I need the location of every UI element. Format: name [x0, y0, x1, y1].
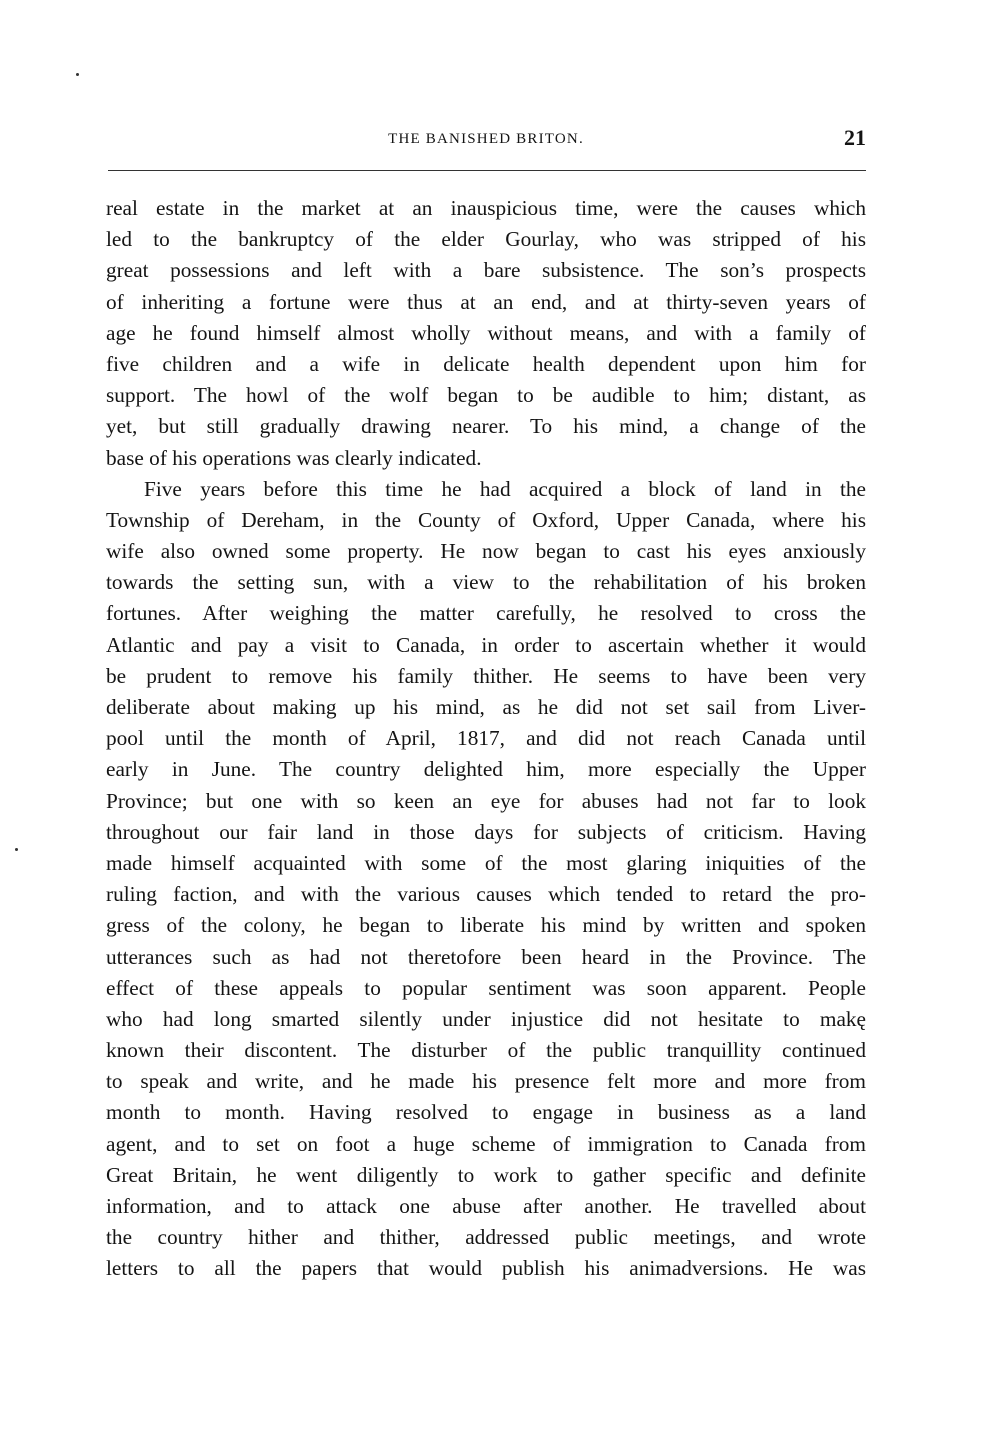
scan-speck — [15, 848, 18, 851]
paragraph — [106, 474, 866, 1285]
page-header — [106, 125, 866, 155]
text-line: information, and to attack one abuse after another. He travelled about — [106, 1194, 866, 1218]
text-line: who had long smarted silently under injustice did not hesitate to makę — [106, 1006, 866, 1031]
text-line: made himself acquainted with some of the most glaring iniquities of the — [106, 850, 866, 875]
text-line: utterances such as had not theretofore been heard in the Province. The — [106, 944, 866, 969]
text-line: deliberate about making up his mind, as he did not set sail from Liver- — [106, 695, 866, 719]
running-title: THE BANISHED BRITON. — [388, 131, 584, 147]
text-line: agent, and to set on foot a huge scheme of immigration to Canada from — [106, 1131, 866, 1156]
text-line: Province; but one with so keen an eye for abuses had not far to look — [106, 788, 866, 813]
text-line: great possessions and left with a bare subsistence. The son’s prospects — [106, 258, 866, 283]
text-line: gress of the colony, he began to liberate his mind by written and spoken — [106, 913, 866, 938]
text-line: led to the bankruptcy of the elder Gourlay, who was stripped of his — [106, 227, 866, 252]
text-line: Five years before this time he had acquired a block of land in the — [144, 476, 866, 501]
text-line: letters to all the papers that would publish his animadversions. He was — [106, 1256, 866, 1281]
text-line: the country hither and thither, addressed public meetings, and wrote — [106, 1225, 866, 1250]
text-line: month to month. Having resolved to engage in business as a land — [106, 1100, 866, 1125]
text-line: ruling faction, and with the various causes which tended to retard the pro- — [106, 882, 866, 907]
text-line: early in June. The country delighted him, more especially the Upper — [106, 757, 866, 782]
header-rule — [108, 170, 866, 171]
text-line: yet, but still gradually drawing nearer. To his mind, a change of the — [106, 414, 866, 439]
text-line: support. The howl of the wolf began to be audible to him; distant, as — [106, 383, 866, 408]
text-line: throughout our fair land in those days for subjects of criticism. Having — [106, 819, 866, 844]
text-line: pool until the month of April, 1817, and did not reach Canada until — [106, 726, 866, 751]
text-line: fortunes. After weighing the matter carefully, he resolved to cross the — [106, 601, 866, 626]
text-line: wife also owned some property. He now began to cast his eyes anxiously — [106, 539, 866, 564]
text-line: age he found himself almost wholly without means, and with a family of — [106, 320, 866, 345]
text-line: Atlantic and pay a visit to Canada, in order to ascertain whether it would — [106, 632, 866, 657]
text-line: to speak and write, and he made his presence felt more and more from — [106, 1069, 866, 1094]
text-line: towards the setting sun, with a view to the rehabilitation of his broken — [106, 570, 866, 595]
text-line: Township of Dereham, in the County of Oxford, Upper Canada, where his — [106, 507, 866, 532]
text-line: real estate in the market at an inauspicious time, were the causes which — [106, 196, 866, 220]
page-number: 21 — [844, 125, 866, 150]
body-text — [106, 193, 866, 1285]
text-line: base of his operations was clearly indicated. — [106, 445, 482, 470]
text-line: five children and a wife in delicate health dependent upon him for — [106, 351, 866, 376]
text-line: effect of these appeals to popular sentiment was soon apparent. People — [106, 975, 866, 1000]
text-line: of inheriting a fortune were thus at an end, and at thirty-seven years of — [106, 289, 866, 314]
paragraphs — [106, 193, 866, 1285]
text-line: Great Britain, he went diligently to work to gather specific and definite — [106, 1162, 866, 1187]
paragraph — [106, 193, 866, 474]
text-line: known their discontent. The disturber of the public tranquillity continued — [106, 1038, 866, 1063]
text-line: be prudent to remove his family thither. He seems to have been very — [106, 663, 866, 688]
scan-speck — [76, 73, 79, 76]
